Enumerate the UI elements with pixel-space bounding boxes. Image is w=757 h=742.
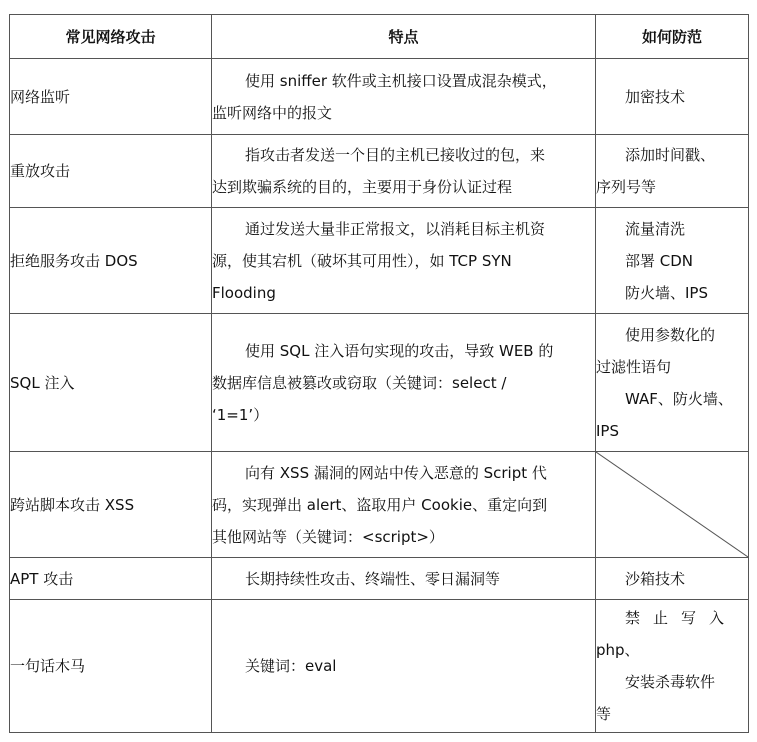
feature-cell: [212, 314, 596, 452]
header-row: [10, 15, 749, 59]
feature-line: Flooding: [212, 283, 276, 302]
table-row: [10, 452, 749, 558]
feature-line: 通过发送大量非正常报文，以消耗目标主机资: [245, 219, 546, 238]
defense-line: IPS: [596, 421, 619, 440]
table-row: [10, 208, 749, 314]
defense-cell: [596, 600, 749, 733]
feature-cell: [212, 59, 596, 135]
defense-line: php、: [596, 641, 640, 659]
defense-line: 流量清洗: [625, 219, 686, 238]
defense-line: 防火墙、IPS: [625, 283, 708, 302]
feature-line: ‘1=1’）: [212, 405, 269, 424]
feature-line: 监听网络中的报文: [212, 103, 333, 122]
attack-name: 重放攻击: [10, 135, 212, 208]
feature-line: 数据库信息被篡改或窃取（关键词：select /: [212, 373, 507, 392]
feature-cell: [212, 600, 596, 733]
feature-line: 码，实现弹出 alert、盗取用户 Cookie、重定向到: [212, 495, 548, 514]
table-row: [10, 59, 749, 135]
feature-line: 长期持续性攻击、终端性、零日漏洞等: [245, 569, 501, 588]
attack-name: APT 攻击: [10, 558, 212, 600]
table-row: [10, 135, 749, 208]
feature-line: 源，使其宕机（破坏其可用性），如 TCP SYN: [212, 251, 512, 270]
defense-cell: [596, 558, 749, 600]
feature-cell: [212, 452, 596, 558]
diagonal-slash-line: [596, 452, 748, 557]
attack-name: SQL 注入: [10, 314, 212, 452]
feature-line: 达到欺骗系统的目的，主要用于身份认证过程: [212, 178, 513, 196]
defense-cell: [596, 314, 749, 452]
table-row: [10, 314, 749, 452]
defense-line: 禁止写入: [625, 609, 738, 627]
attack-name: 拒绝服务攻击 DOS: [10, 208, 212, 314]
attack-name: 一句话木马: [10, 600, 212, 733]
empty-diagonal-cell: [596, 452, 749, 558]
header-features: 特点: [212, 15, 596, 59]
defense-cell: [596, 208, 749, 314]
feature-line: 关键词：eval: [245, 657, 337, 675]
feature-line: 其他网站等（关键词：<script>）: [212, 527, 444, 546]
feature-line: 向有 XSS 漏洞的网站中传入恶意的 Script 代: [245, 463, 547, 482]
table-row: [10, 600, 749, 733]
defense-line: 添加时间戳、: [625, 146, 716, 164]
feature-cell: [212, 135, 596, 208]
defense-line: 序列号等: [596, 178, 657, 196]
defense-line: 使用参数化的: [625, 325, 716, 344]
feature-line: 指攻击者发送一个目的主机已接收过的包，来: [245, 146, 546, 164]
defense-line: WAF、防火墙、: [625, 389, 733, 408]
header-defense: 如何防范: [596, 15, 749, 59]
network-attack-table: [9, 14, 749, 733]
defense-line: 过滤性语句: [596, 357, 672, 376]
defense-line: 等: [596, 705, 612, 723]
feature-line: 使用 sniffer 软件或主机接口设置成混杂模式，: [245, 71, 557, 90]
defense-line: 部署 CDN: [625, 251, 694, 270]
defense-line: 加密技术: [625, 87, 686, 106]
feature-cell: [212, 208, 596, 314]
defense-cell: [596, 135, 749, 208]
attack-name: 网络监听: [10, 59, 212, 135]
table-row: [10, 558, 749, 600]
defense-line: 沙箱技术: [625, 569, 686, 588]
header-attack: 常见网络攻击: [10, 15, 212, 59]
defense-cell: [596, 59, 749, 135]
feature-cell: [212, 558, 596, 600]
feature-line: 使用 SQL 注入语句实现的攻击，导致 WEB 的: [245, 341, 554, 360]
attack-name: 跨站脚本攻击 XSS: [10, 452, 212, 558]
defense-line: 安装杀毒软件: [625, 673, 716, 691]
